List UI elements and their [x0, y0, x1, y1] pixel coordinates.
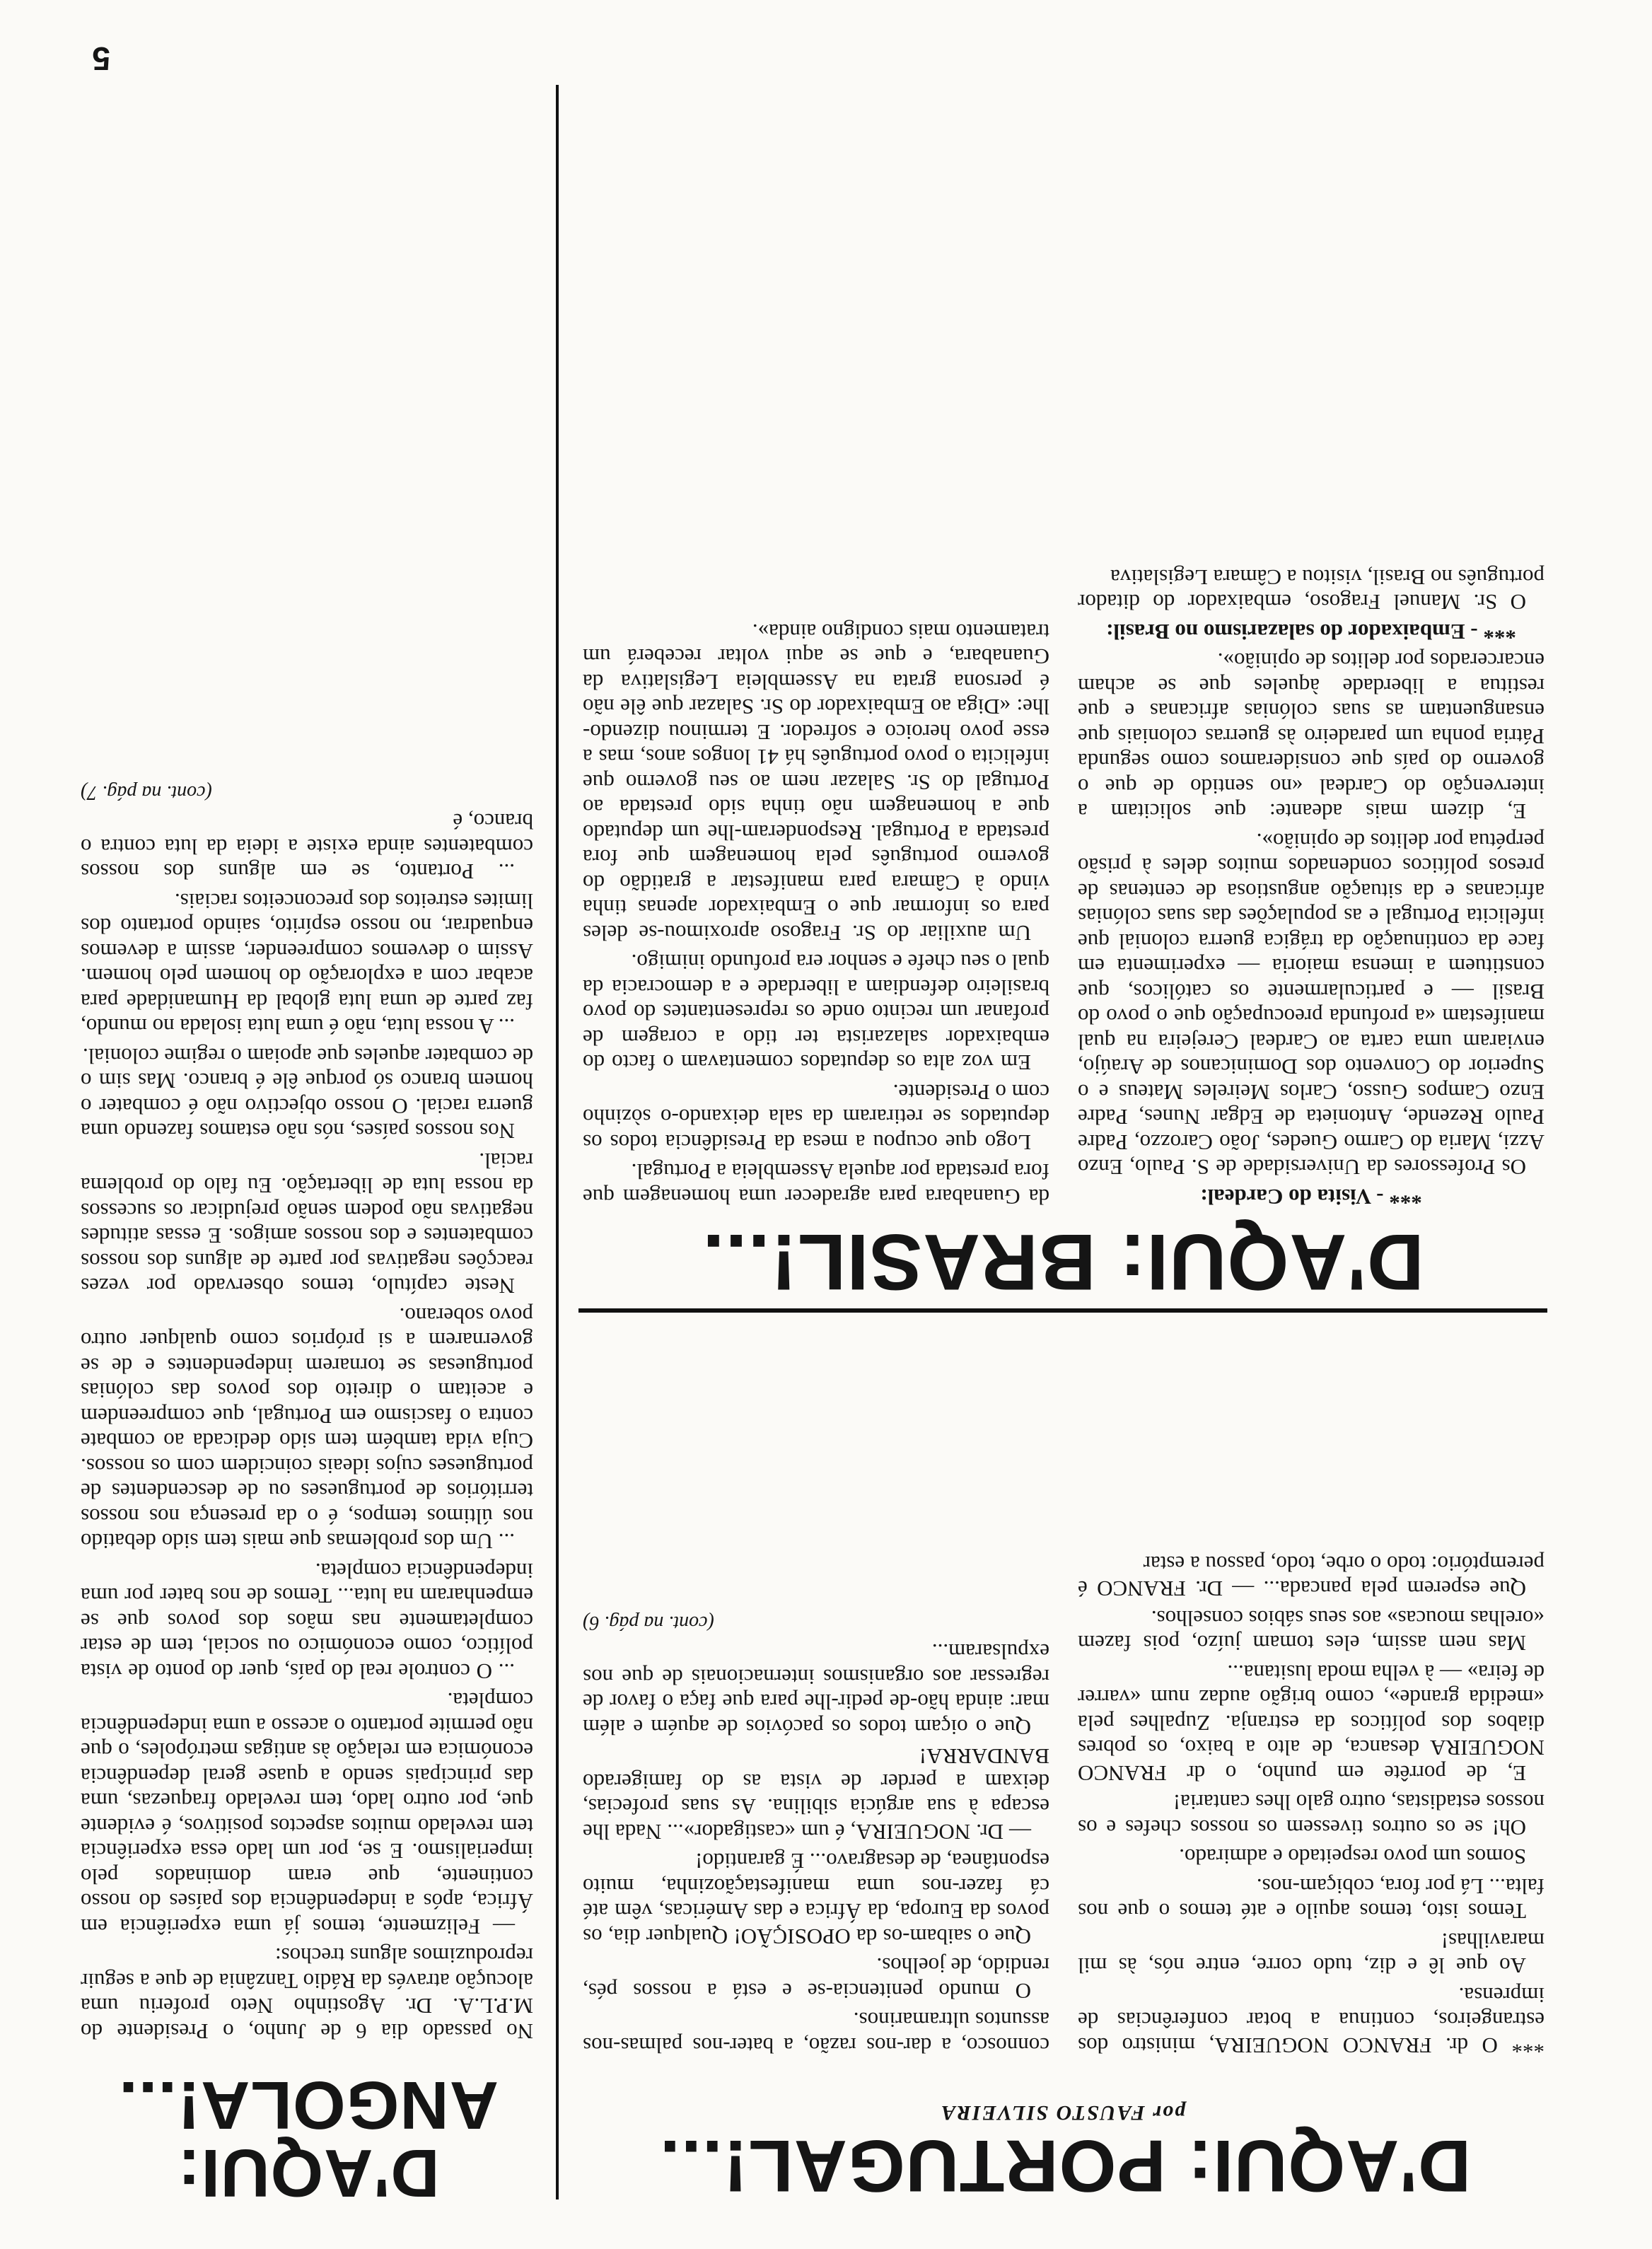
portugal-continued-note: (cont. na pág. 6) — [583, 1612, 714, 1634]
portugal-column-1 — [1078, 1547, 1545, 2059]
portugal-paragraph: Somos um povo respeitado e admirado. — [1179, 1844, 1526, 1870]
portugal-paragraph: Que o saibam-os da OPOSIÇÃO! Qualquer dia, os povos da Europa, da África e das Américas, vêm até cá fazer-nos uma manifestaçãozinha, muito espontânea, de desagravo... É garantido! — [583, 1849, 1049, 1949]
portugal-headline: D'AQUI: PORTUGAL!... — [658, 2125, 1472, 2207]
angola-header — [82, 2067, 535, 2211]
section-divider — [578, 1308, 1547, 1313]
brasil-paragraph: Os Professores da Universidade de S. Paulo, Enzo Azzi, Maria do Carmo Guedes, João Carozzo, Padre Paulo Rezende, Antonieta de Edgar Nunes, Padre Enzo Campos Gusso, Carlos Meireles Mateus e o Superior do Convento dos Dominicanos de Araújo, enviaram uma carta ao Cardeal Cerejeira na qual manifestam «a profunda preocupação que o povo do Brasil — e particularmente os católicos, que constituem a imensa maioria — experimenta em face da continuação da trágica guerra colonial que infelicita Portugal e as populações das suas colónias africanas e da situação angustiosa de centenas de presos políticos condenados muitos deles à prisão perpétua por delitos de opinião». — [1078, 829, 1545, 1180]
portugal-paragraph: Que esperem pela pancada... — Dr. FRANCO é peremptório: todo o orbe, todo, passou a estar — [1078, 1552, 1545, 1602]
angola-paragraph: Neste capítulo, temos observado por vezes reacções negativas por parte de alguns dos nossos combatentes e dos nossos amigos. E essas atitudes negativas não podem senão prejudicar os sucessos da nossa luta de libertação. Eu falo do problema racial. — [81, 1149, 533, 1299]
brasil-subhead: *** - Visita do Cardeal: — [1200, 1185, 1422, 1209]
brasil-subhead: *** - Embaixador do salazarismo no Brasil: — [1106, 620, 1516, 644]
brasil-paragraph: Um auxiliar do Sr. Fragoso aproximou-se deles para os informar que o Embaixador apenas tinha vindo à Câmara para manifestar a gratidão do governo português pela homenagem que fora prestada a Portugal. Responderam-lhe um deputado que a homenagem não tinha sido prestada ao Portugal do Sr. Salazar nem ao seu governo que infelicita o povo português há 41 longos anos, mas a esse povo heroico e sofredor. E terminou dizendo-lhe: «Diga ao Embaixador do Sr. Salazar que êle não é persona grata na Assembleia Legislativa da Guanabara, e que se aqui voltar receberá um tratamento mais condigno ainda». — [583, 620, 1049, 946]
brasil-column-1 — [1078, 561, 1545, 1210]
angola-continued-note: (cont. na pág. 7) — [81, 781, 212, 803]
portugal-byline: por FAUSTO SILVEIRA — [939, 2101, 1185, 2125]
angola-column — [81, 781, 533, 2044]
angola-paragraph: Nos nossos países, nós não estamos fazendo uma guerra racial. O nosso objectivo não é combater o homem branco só porque êle é branco. Mas sim o de combater aqueles que apoiam o regime colonial. — [81, 1044, 533, 1144]
portugal-paragraph: Temos isto, temos aquilo e até temos o que nos falta... Lá por fora, cobiçam-nos. — [1078, 1874, 1545, 1924]
portugal-paragraph: Ao que lê e diz, tudo corre, entre nós, às mil maravilhas! — [1078, 1929, 1545, 1979]
angola-paragraph: No passado dia 6 de Junho, o Presidente do M.P.L.A. Dr. Agostinho Neto proferiu uma alocução através da Rádio Tanzânia de que a seguir reproduzimos alguns trechos: — [81, 1943, 533, 2044]
portugal-paragraph: connosco, a dar-nos razão, a bater-nos palmas-nos assuntos ultramarinos. — [583, 2008, 1049, 2058]
angola-headline: D'AQUI: ANGOLA!... — [118, 2067, 499, 2211]
brasil-column-2 — [583, 615, 1049, 1210]
angola-paragraph: ... A nossa luta, não é uma luta isolada no mundo, faz parte de uma luta global da Humanidade para acabar com a exploração do homem pelo homem. Assim o devemos compreender, assim a devemos enquadrar, no nosso espírito, saindo portanto dos limites estreitos dos preconceitos raciais. — [81, 889, 533, 1040]
portugal-paragraph: O mundo penitencia-se e está a nossos pés, rendido, de joelhos. — [583, 1953, 1049, 2004]
brasil-paragraph: Em voz alta os deputados comentavam o facto do embaixador salazarista ter tido a coragem de profanar um recinto onde os representantes do povo brasileiro defendiam a liberdade e a democracia da qual o seu chefe e senhor era profundo inimigo. — [583, 950, 1049, 1076]
brasil-paragraph: O Sr. Manuel Fragoso, embaixador do ditador português no Brasil, visitou a Câmara Legislativa — [1078, 565, 1545, 615]
brasil-paragraph: Logo que ocupou a mesa da Presidência todos os deputados se retiraram da sala deixando-o sòzinho com o Presidente. — [583, 1080, 1049, 1155]
portugal-paragraph: — Dr. NOGUEIRA, é um «castigador»... Nada lhe escapa à sua argúcia sibilina. As suas profecias, deixam a perder de vista as do famigerado BANDARRA! — [583, 1744, 1049, 1844]
page-number: 5 — [92, 40, 110, 77]
brasil-headline: D'AQUI: BRASIL!... — [702, 1218, 1424, 1306]
portugal-paragraph: E, de porrête em punho, o dr FRANCO NOGUEIRA desanca, de alto a baixo, os pobres diabos dos políticos da estranja. Zupalhes pela «medida grande», como brigão audaz num «varrer de feira» — à velha moda lusitana... — [1078, 1661, 1545, 1786]
angola-paragraph: — Felizmente, temos já uma experiência em África, após a independência dos países do nosso continente, que eram dominados pelo imperialismo. E se, por um lado essa experiência tem revelado muitos aspectos positivos, é evidente que, por outro lado, tem revelado fraquezas, uma das principais sendo a quase geral dependência económica em relação às antigas metrópoles, o que não permite portanto o acesso a uma independência completa. — [81, 1688, 533, 1939]
brasil-paragraph: E, dizem mais adeante: que solicitam a intervenção do Cardeal «no sentido de que o governo do país que consideramos como segunda Pátria ponha um paradeiro às guerras coloniais que ensanguentam as suas colónias africanas e que restitua a liberdade àqueles que se acham encarcerados por delitos de opinião». — [1078, 649, 1545, 825]
angola-paragraph: ... O controle real do país, quer do ponto de vista político, como económico ou social, tem de estar completamente nas mãos dos povos que se empenharam na luta... Temos de nos bater por uma independência completa. — [81, 1559, 533, 1684]
portugal-paragraph: Que o oiçam todos os pacóvios de aquém e além mar: ainda hão-de pedir-lhe para que faça o favor de regressar aos organismos internacionais de que nos expulsaram... — [583, 1639, 1049, 1740]
brasil-paragraph: da Guanabara para agradecer uma homenagem que fora prestada por aquela Assembleia a Portugal. — [583, 1159, 1049, 1209]
angola-paragraph: ... Portanto, se em alguns dos nossos combatentes ainda existe a ideia da luta contra o branco, é — [81, 809, 533, 885]
column-divider — [556, 85, 559, 2199]
portugal-header — [577, 2089, 1553, 2207]
portugal-paragraph: Oh! se os outros tivessem os nossos chefes e os nossos estadistas, outro galo lhes cantaria! — [1078, 1790, 1545, 1840]
portugal-paragraph: Mas nem assim, eles tomam juízo, pois fazem «orelhas moucas» aos seus sábios conselhos. — [1078, 1606, 1545, 1656]
brasil-header — [578, 1218, 1547, 1306]
angola-paragraph: ... Um dos problemas que mais tem sido debatido nos últimos tempos, é o da presença nos nossos territórios de portugueses ou de descendentes de portugueses cujos ideais coincidem com os nossos. Cuja vida também tem sido dedicada ao combate contra o fascismo em Portugal, que compreendem e aceitam o direito dos povos das colónias portuguesas se tornarem independentes e de se governarem a si próprios como qualquer outro povo soberano. — [81, 1303, 533, 1554]
portugal-column-2 — [583, 1611, 1049, 2058]
portugal-paragraph: *** O dr. FRANCO NOGUEIRA, ministro dos estrangeiros, continua a botar conferências de imprensa. — [1078, 1983, 1545, 2058]
